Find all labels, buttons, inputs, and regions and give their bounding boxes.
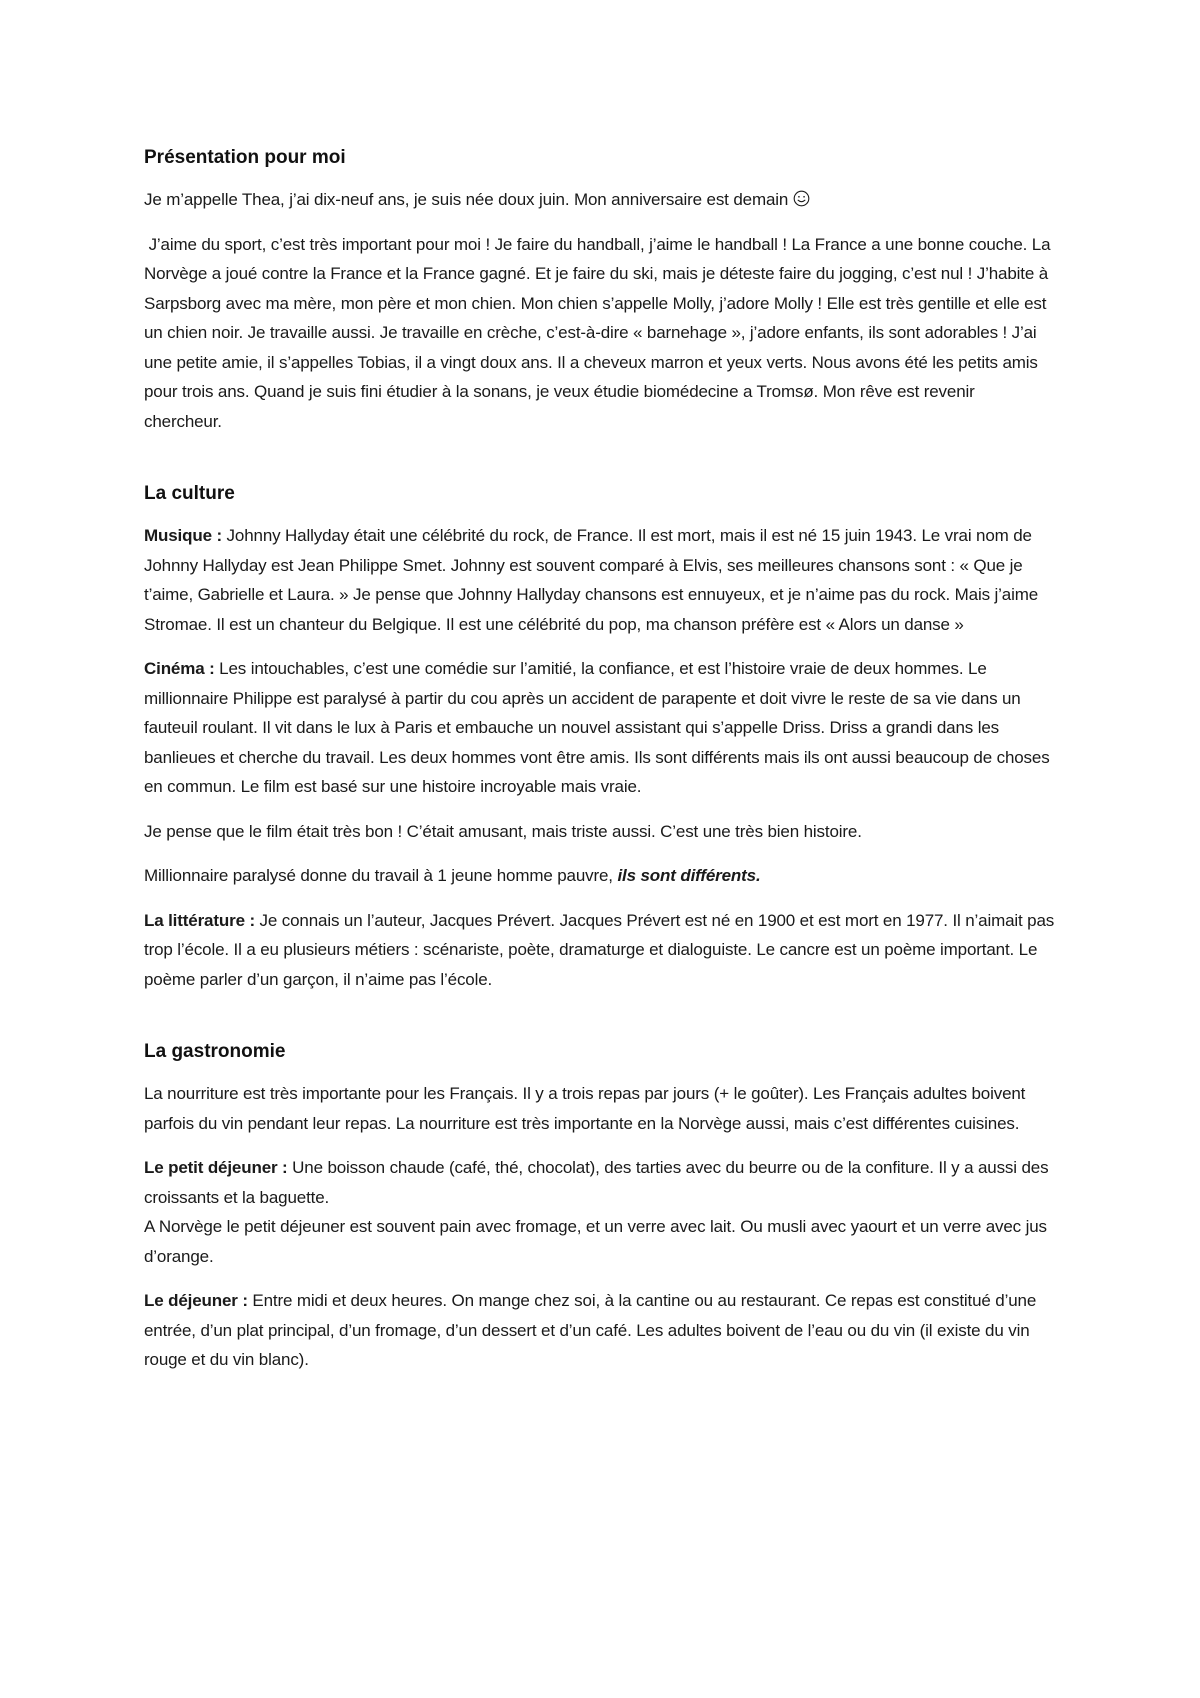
document-body [144, 146, 1056, 1375]
dejeuner-label: Le déjeuner : [144, 1291, 248, 1310]
cinema-label: Cinéma : [144, 659, 215, 678]
summary-text: Millionnaire paralysé donne du travail à 1 jeune homme pauvre, [144, 866, 618, 885]
musique-label: Musique : [144, 526, 222, 545]
gastronomie-intro: La nourriture est très importante pour les Français. Il y a trois repas par jours (+ le goûter). Les Français adultes boivent parfois du vin pendant leur repas. La nourriture est très importante en la Norvège aussi, mais c’est différentes cuisines. [144, 1084, 1026, 1133]
culture-musique [144, 521, 1056, 639]
culture-summary [144, 861, 1056, 891]
gastronomie-dejeuner [144, 1286, 1056, 1375]
presentation-body [144, 230, 1056, 437]
petit-dejeuner-norvege: A Norvège le petit déjeuner est souvent pain avec fromage, et un verre avec lait. Ou musli avec yaourt et un verre avec jus d’orange. [144, 1217, 1047, 1266]
dejeuner-text: Entre midi et deux heures. On mange chez soi, à la cantine ou au restaurant. Ce repas est constitué d’une entrée, d’un plat principal, d’un fromage, d’un dessert et d’un café. Les adultes boivent de l’eau ou du vin (il existe du vin rouge et du vin blanc). [144, 1291, 1037, 1369]
petit-dejeuner-label: Le petit déjeuner : [144, 1158, 288, 1177]
litterature-label: La littérature : [144, 910, 255, 930]
litterature-text: Je connais un l’auteur, Jacques Prévert. Jacques Prévert est né en 1900 et est mort en 1977. Il n’aimait pas trop l’école. Il a eu plusieurs métiers : scénariste, poète, dramaturge et dialoguiste. Le cancre est un poème important. Le poème parler d’un garçon, il n’aime pas l’école. [144, 910, 1055, 989]
presentation-body-text: J’aime du sport, c’est très important pour moi ! Je faire du handball, j’aime le handball ! La France a une bonne couche. La Norvège a joué contre la France et la France gagné. Et je faire du ski, mais je déteste faire du jogging, c’est nul ! J’habite à Sarpsborg avec ma mère, mon père et mon chien. Mon chien s’appelle Molly, j’adore Molly ! Elle est très gentille et elle est un chien noir. Je travaille aussi. Je travaille en crèche, c’est-à-dire « barnehage », j’adore enfants, ils sont adorables ! J’ai une petite amie, il s’appelles Tobias, il a vingt doux ans. Il a cheveux marron et yeux verts. Nous avons été les petits amis pour trois ans. Quand je suis fini étudier à la sonans, je veux étudie biomédecine a Tromsø. Mon rêve est revenir chercheur. [144, 234, 1051, 431]
heading-gastronomie: La gastronomie [144, 1041, 286, 1062]
presentation-intro [144, 185, 1056, 215]
culture-cinema [144, 654, 1056, 802]
culture-litterature [144, 906, 1056, 995]
culture-opinion: Je pense que le film était très bon ! C’était amusant, mais triste aussi. C’est une très bien histoire. [144, 821, 862, 841]
petit-dejeuner-line [144, 1153, 1056, 1212]
petit-dejeuner-text: Une boisson chaude (café, thé, chocolat), des tarties avec du beurre ou de la confiture. Il y a aussi des croissants et la baguette. [144, 1158, 1049, 1207]
heading-culture: La culture [144, 483, 235, 504]
summary-emphasis: ils sont différents. [617, 866, 761, 885]
heading-presentation: Présentation pour moi [144, 147, 346, 168]
cinema-text: Les intouchables, c’est une comédie sur l’amitié, la confiance, et est l’histoire vraie de deux hommes. Le millionnaire Philippe est paralysé à partir du cou après un accident de parapente et doit vivre le reste de sa vie dans un fauteuil roulant. Il vit dans le lux à Paris et embauche un nouvel assistant qui s’appelle Driss. Driss a grandi dans les banlieues et cherche du travail. Les deux hommes vont être amis. Ils sont différents mais ils ont aussi beaucoup de choses en commun. Le film est basé sur une histoire incroyable mais vraie. [144, 659, 1050, 796]
musique-text: Johnny Hallyday était une célébrité du rock, de France. Il est mort, mais il est né 15 juin 1943. Le vrai nom de Johnny Hallyday est Jean Philippe Smet. Johnny est souvent comparé à Elvis, ses meilleures chansons sont : « Que je t’aime, Gabrielle et Laura. » Je pense que Johnny Hallyday chansons est ennuyeux, et je n’aime pas du rock. Mais j’aime Stromae. Il est un chanteur du Belgique. Il est une célébrité du pop, ma chanson préfère est « Alors un danse » [144, 526, 1039, 634]
smiley-icon [793, 190, 810, 207]
gastronomie-petit-dejeuner [144, 1153, 1056, 1271]
presentation-intro-text: Je m’appelle Thea, j’ai dix-neuf ans, je suis née doux juin. Mon anniversaire est demain [144, 190, 789, 209]
